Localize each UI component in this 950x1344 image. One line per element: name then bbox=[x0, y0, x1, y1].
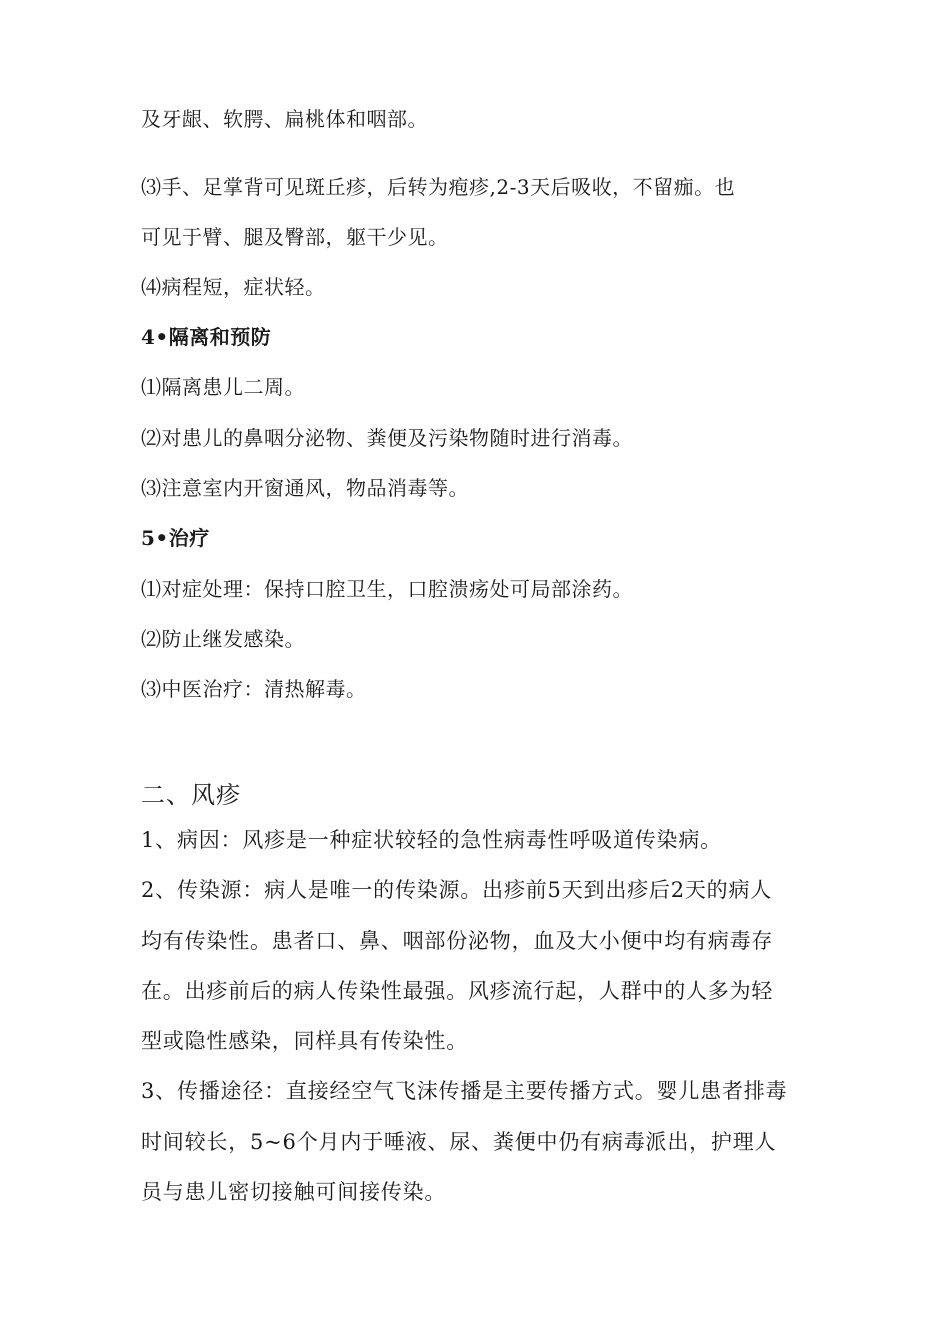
text-line: ⑷病程短，症状轻。 bbox=[141, 275, 326, 299]
list-item: ⑶中医治疗：清热解毒。 bbox=[141, 677, 367, 701]
list-item: ⑶注意室内开窗通风，物品消毒等。 bbox=[141, 476, 469, 500]
text-line: 员与患儿密切接触可间接传染。 bbox=[141, 1180, 447, 1204]
section-heading-isolation: 4•隔离和预防 bbox=[141, 325, 272, 349]
text-line: 1、病因：风疹是一种症状较轻的急性病毒性呼吸道传染病。 bbox=[141, 828, 722, 852]
text-line: 时间较长，5~6个月内于唾液、尿、粪便中仍有病毒派出，护理人 bbox=[141, 1130, 777, 1154]
section-title-rubella: 二、风疹 bbox=[141, 781, 241, 809]
text-line: 型或隐性感染，同样具有传染性。 bbox=[141, 1029, 468, 1053]
list-item: ⑴对症处理：保持口腔卫生，口腔溃疡处可局部涂药。 bbox=[141, 577, 633, 601]
text-line: 及牙龈、软腭、扁桃体和咽部。 bbox=[141, 107, 428, 131]
section-heading-treatment: 5•治疗 bbox=[141, 526, 210, 550]
text-line: 在。出疹前后的病人传染性最强。风疹流行起，人群中的人多为轻 bbox=[141, 979, 774, 1003]
list-item: ⑵防止继发感染。 bbox=[141, 627, 305, 651]
text-line: ⑶手、足掌背可见斑丘疹，后转为疱疹,2-3天后吸收，不留痂。也 bbox=[141, 175, 736, 199]
text-line: 3、传播途径：直接经空气飞沫传播是主要传播方式。婴儿患者排毒 bbox=[141, 1079, 788, 1103]
text-line: 可见于臂、腿及臀部，躯干少见。 bbox=[141, 225, 449, 249]
list-item: ⑴隔离患儿二周。 bbox=[141, 375, 305, 399]
text-line: 均有传染性。患者口、鼻、咽部份泌物，血及大小便中均有病毒存 bbox=[141, 929, 774, 953]
list-item: ⑵对患儿的鼻咽分泌物、粪便及污染物随时进行消毒。 bbox=[141, 426, 633, 450]
text-line: 2、传染源：病人是唯一的传染源。出疹前5天到出疹后2天的病人 bbox=[141, 878, 773, 902]
